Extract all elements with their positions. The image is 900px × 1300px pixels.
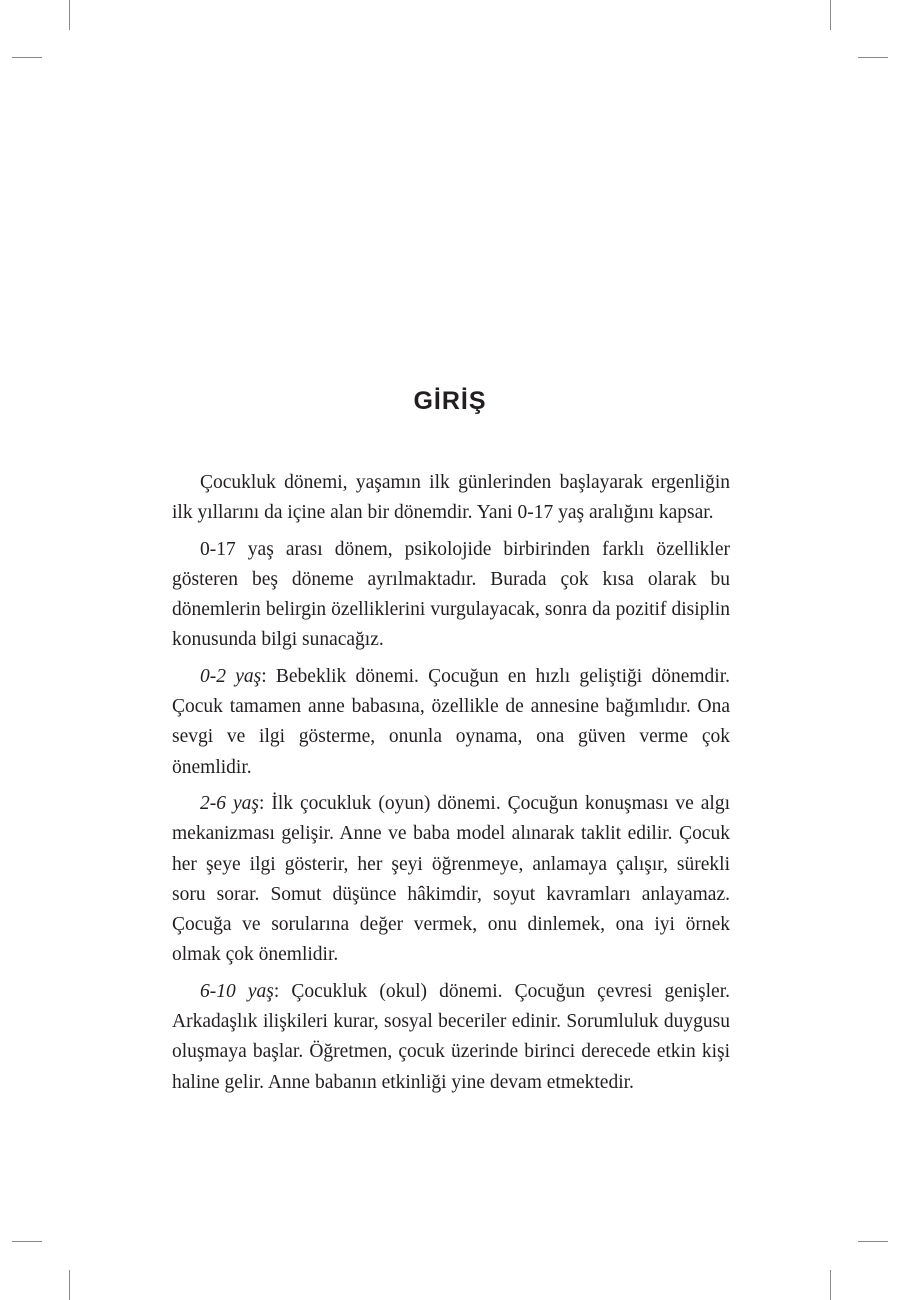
paragraph-text: : İlk çocukluk (oyun) dönemi. Çocuğun konuşması ve algı mekanizması gelişir. Anne ve baba model alınarak taklit edilir. Çocuk her şeye ilgi gösterir, her şeyi öğrenmeye, anlamaya çalışır, sürekli soru sorar. Somut düşünce hâkimdir, soyut kavramları anlayamaz. Çocuğa ve sorularına değer vermek, onu dinlemek, ona iyi örnek olmak çok önemlidir.	[172, 792, 730, 966]
paragraph-lead: 0-2 yaş	[200, 665, 262, 687]
paragraph	[172, 662, 730, 783]
crop-mark-left-top	[12, 57, 42, 58]
body-text	[172, 468, 730, 1104]
crop-mark-top-right	[830, 0, 831, 30]
chapter-title: GİRİŞ	[413, 386, 487, 415]
paragraph	[172, 789, 730, 971]
paragraph	[172, 535, 730, 656]
paragraph-lead: 6-10 yaş	[200, 980, 274, 1002]
paragraph	[172, 977, 730, 1098]
crop-mark-right-top	[858, 57, 888, 58]
crop-mark-right-bottom	[858, 1241, 888, 1242]
crop-mark-bottom-left	[69, 1270, 70, 1300]
paragraph-text: : Bebeklik dönemi. Çocuğun en hızlı geliştiği dönemdir. Çocuk tamamen anne babasına, özellikle de annesine bağımlıdır. Ona sevgi ve ilgi gösterme, onunla oynama, ona güven verme çok önemlidir.	[172, 665, 730, 778]
paragraph-text: Çocukluk dönemi, yaşamın ilk günlerinden başlayarak ergenliğin ilk yıllarını da içine alan bir dönemdir. Yani 0-17 yaş aralığını kapsar.	[172, 472, 730, 524]
paragraph-text: 0-17 yaş arası dönem, psikolojide birbirinden farklı özellikler gösteren beş döneme ayrılmaktadır. Burada çok kısa olarak bu dönemlerin belirgin özelliklerini vurgulayacak, sonra da pozitif disiplin konusunda bilgi sunacağız.	[172, 538, 730, 651]
crop-mark-bottom-right	[830, 1270, 831, 1300]
crop-mark-left-bottom	[12, 1241, 42, 1242]
crop-mark-top-left	[69, 0, 70, 30]
paragraph-lead: 2-6 yaş	[200, 792, 259, 814]
paragraph-text: : Çocukluk (okul) dönemi. Çocuğun çevresi genişler. Arkadaşlık ilişkileri kurar, sosyal beceriler edinir. Sorumluluk duygusu oluşmaya başlar. Öğretmen, çocuk üzerinde birinci derecede etkin kişi haline gelir. Anne babanın etkinliği yine devam etmektedir.	[172, 980, 730, 1093]
paragraph	[172, 468, 730, 529]
